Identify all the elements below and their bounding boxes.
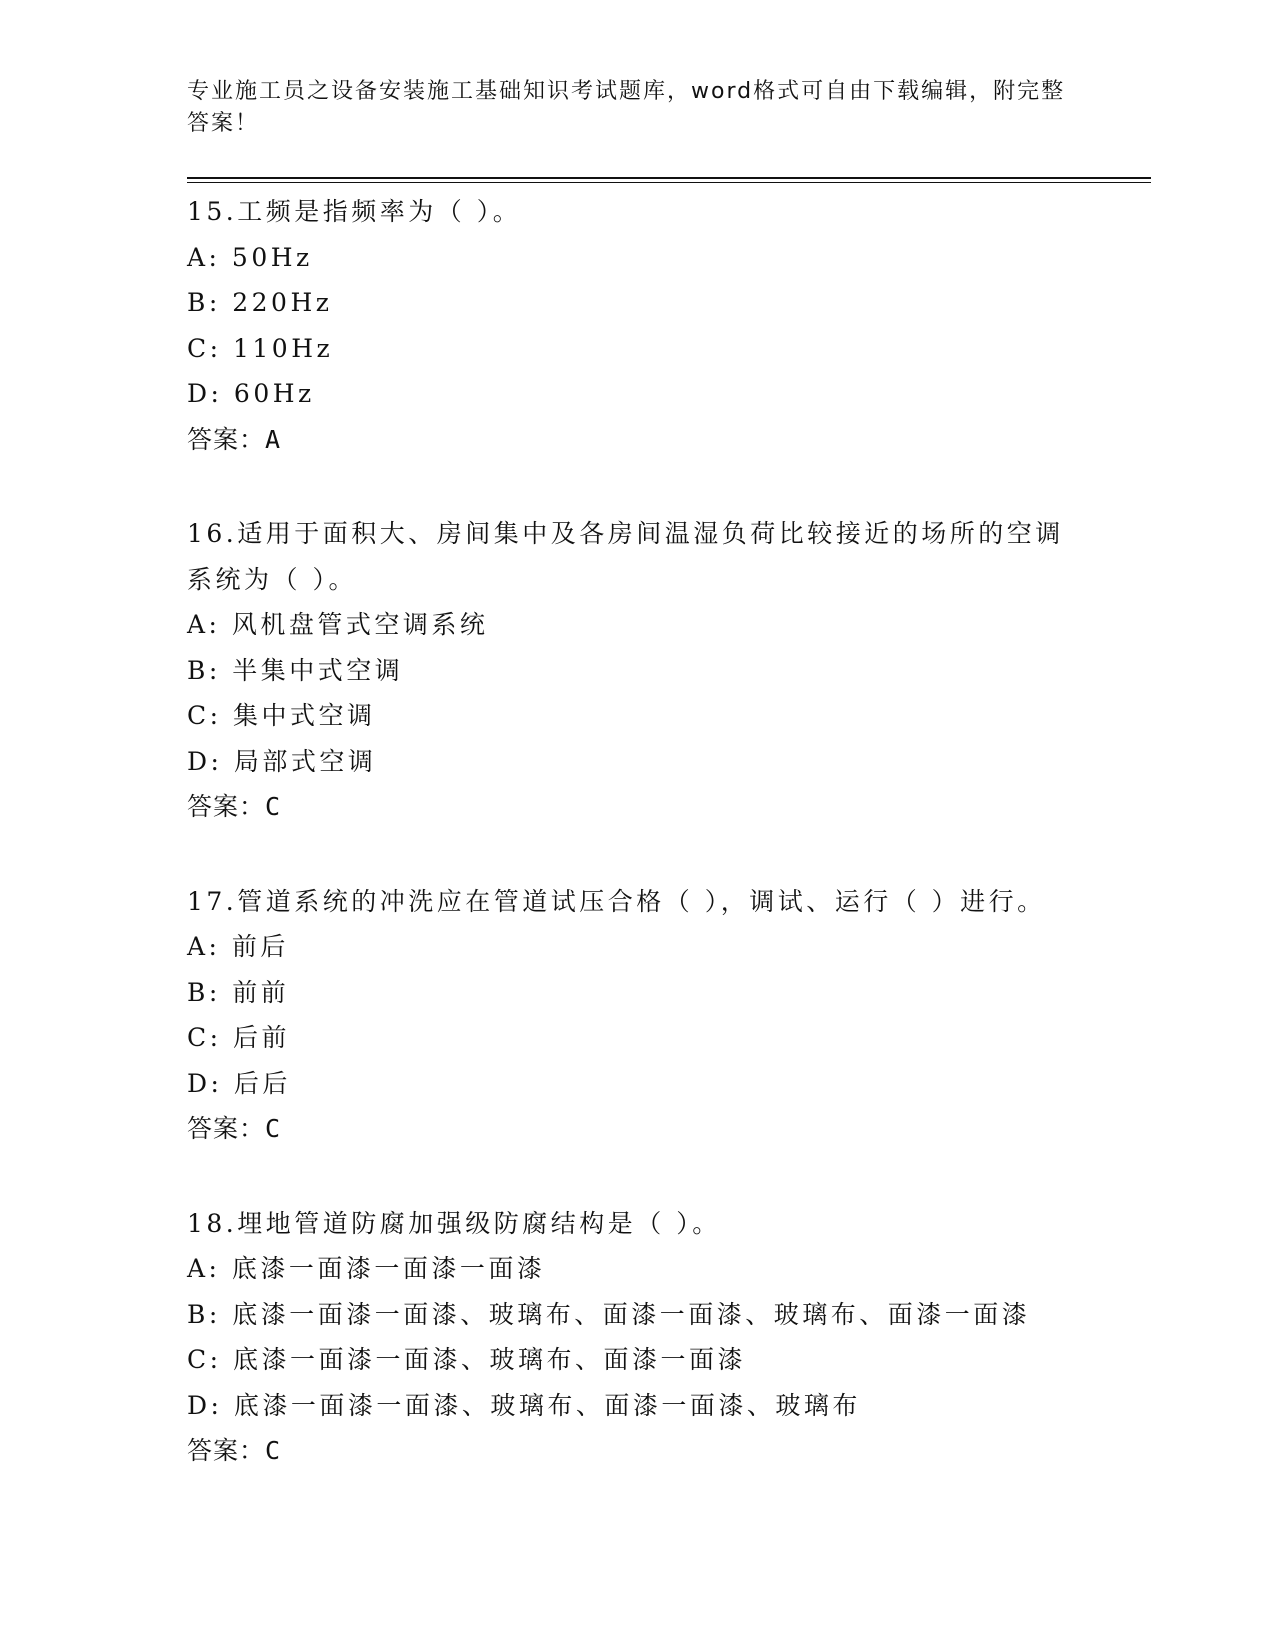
option-b: B: 前前	[187, 977, 290, 1007]
answer-label: 答案：	[187, 1114, 266, 1143]
header-divider-thick	[187, 177, 1151, 179]
question-15	[187, 189, 1117, 462]
question-16	[187, 511, 1117, 830]
answer-label: 答案：	[187, 1436, 266, 1465]
option-a: A: 50Hz	[187, 242, 313, 272]
question-list	[187, 189, 1117, 1523]
option-c: C: 后前	[187, 1023, 290, 1052]
option-d: D: 60Hz	[187, 379, 315, 408]
answer-line	[187, 1428, 1117, 1474]
answer-value: A	[265, 424, 282, 454]
question-18	[187, 1201, 1117, 1474]
page-header-text: 专业施工员之设备安装施工基础知识考试题库，word格式可自由下载编辑，附完整答案！	[187, 79, 1066, 136]
option-a: A: 风机盘管式空调系统	[187, 610, 489, 639]
answer-line	[187, 1106, 1117, 1152]
answer-line	[187, 417, 1117, 463]
answer-value: C	[265, 1436, 282, 1465]
option-b: B: 220Hz	[187, 288, 333, 317]
option-a: A: 底漆一面漆一面漆一面漆	[187, 1254, 546, 1283]
question-stem: 17.管道系统的冲洗应在管道试压合格（ ），调试、运行（ ）进行。	[187, 886, 1046, 916]
answer-line	[187, 784, 1117, 830]
question-stem: 18.埋地管道防腐加强级防腐结构是（ ）。	[187, 1208, 721, 1238]
option-b: B: 半集中式空调	[187, 655, 404, 685]
answer-label: 答案：	[187, 792, 266, 821]
answer-label: 答案：	[187, 424, 266, 454]
answer-value: C	[265, 1114, 282, 1143]
option-b: B: 底漆一面漆一面漆、玻璃布、面漆一面漆、玻璃布、面漆一面漆	[187, 1299, 1031, 1329]
question-stem: 15.工频是指频率为（ ）。	[187, 197, 522, 226]
option-d: D: 底漆一面漆一面漆、玻璃布、面漆一面漆、玻璃布	[187, 1390, 861, 1420]
answer-value: C	[265, 792, 282, 821]
option-d: D: 后后	[187, 1068, 291, 1098]
option-c: C: 集中式空调	[187, 701, 376, 730]
option-d: D: 局部式空调	[187, 746, 377, 776]
question-stem: 16.适用于面积大、房间集中及各房间温湿负荷比较接近的场所的空调系统为（ ）。	[187, 519, 1064, 594]
option-c: C: 110Hz	[187, 333, 334, 363]
header-divider-thin	[187, 182, 1151, 183]
question-17	[187, 879, 1117, 1152]
option-a: A: 前后	[187, 932, 289, 961]
option-c: C: 底漆一面漆一面漆、玻璃布、面漆一面漆	[187, 1345, 746, 1374]
